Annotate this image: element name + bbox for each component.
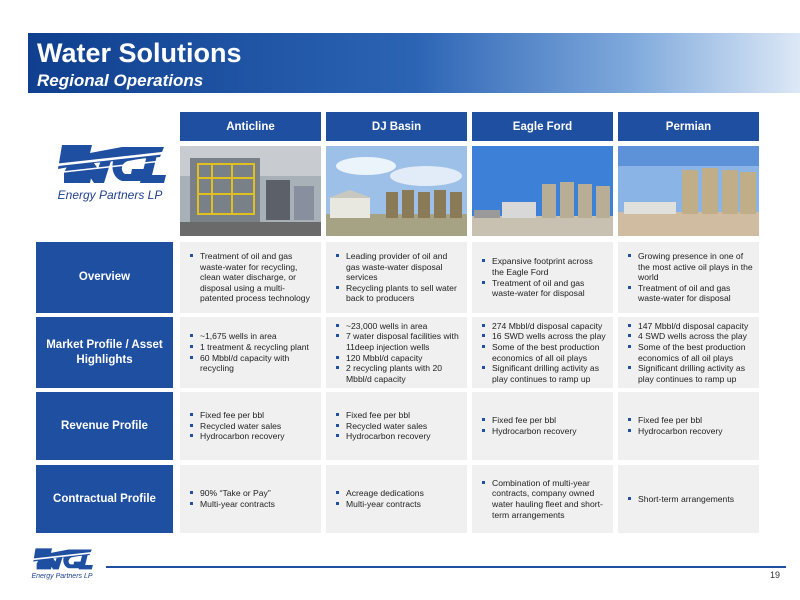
cell-contract-dj-basin bbox=[326, 465, 467, 533]
list-item: Fixed fee per bbl bbox=[190, 410, 285, 421]
cell-contract-permian bbox=[618, 465, 759, 533]
list-item: Recycling plants to sell water back to producers bbox=[336, 283, 461, 304]
footer-logo-tagline: Energy Partners LP bbox=[31, 573, 93, 580]
list-item: Hydrocarbon recovery bbox=[336, 431, 431, 442]
title-banner bbox=[28, 33, 800, 93]
list-item: Short-term arrangements bbox=[628, 494, 734, 505]
cell-market-permian bbox=[618, 317, 759, 388]
row-label-market-profile: Market Profile / Asset Highlights bbox=[36, 317, 173, 388]
list-item: Treatment of oil and gas waste-water for recycling, clean water discharge, or disposal using a multi-patented process technology bbox=[190, 251, 315, 304]
list-item: 16 SWD wells across the play bbox=[482, 331, 607, 342]
list-item: Significant drilling activity as play continues to ramp up bbox=[628, 363, 753, 384]
list-item: 7 water disposal facilities with 11deep injection wells bbox=[336, 331, 461, 352]
row-label-revenue-profile: Revenue Profile bbox=[36, 392, 173, 460]
row-label-contractual-profile: Contractual Profile bbox=[36, 465, 173, 533]
cell-contract-anticline bbox=[180, 465, 321, 533]
column-header-dj-basin: DJ Basin bbox=[326, 112, 467, 141]
column-header-anticline: Anticline bbox=[180, 112, 321, 141]
footer-divider bbox=[106, 566, 786, 568]
list-item: Multi-year contracts bbox=[190, 499, 275, 510]
photo-anticline-plant bbox=[180, 146, 321, 236]
cell-revenue-eagle-ford bbox=[472, 392, 613, 460]
cell-overview-permian bbox=[618, 242, 759, 313]
cell-market-anticline bbox=[180, 317, 321, 388]
page-title: Water Solutions bbox=[37, 38, 242, 68]
list-item: Hydrocarbon recovery bbox=[482, 426, 577, 437]
list-item: 60 Mbbl/d capacity with recycling bbox=[190, 353, 315, 374]
list-item: Combination of multi-year contracts, company owned water hauling fleet and short-term arrangements bbox=[482, 478, 607, 520]
list-item: Fixed fee per bbl bbox=[336, 410, 431, 421]
company-logo bbox=[52, 143, 168, 203]
column-header-eagle-ford: Eagle Ford bbox=[472, 112, 613, 141]
list-item: Treatment of oil and gas waste-water for disposal bbox=[628, 283, 753, 304]
list-item: ~1,675 wells in area bbox=[190, 331, 315, 342]
ngl-logo-small-icon bbox=[30, 547, 94, 573]
list-item: Recycled water sales bbox=[336, 421, 431, 432]
cell-overview-anticline bbox=[180, 242, 321, 313]
list-item: 90% “Take or Pay” bbox=[190, 488, 275, 499]
cell-overview-eagle-ford bbox=[472, 242, 613, 313]
list-item: 1 treatment & recycling plant bbox=[190, 342, 315, 353]
cell-market-dj-basin bbox=[326, 317, 467, 388]
list-item: Hydrocarbon recovery bbox=[190, 431, 285, 442]
list-item: Multi-year contracts bbox=[336, 499, 424, 510]
photo-permian-tanks bbox=[618, 146, 759, 236]
list-item: Expansive footprint across the Eagle Ford bbox=[482, 256, 607, 277]
row-label-overview: Overview bbox=[36, 242, 173, 313]
list-item: Fixed fee per bbl bbox=[628, 415, 723, 426]
list-item: Acreage dedications bbox=[336, 488, 424, 499]
list-item: Recycled water sales bbox=[190, 421, 285, 432]
list-item: Some of the best production economics of all oil plays bbox=[628, 342, 753, 363]
list-item: 147 Mbbl/d disposal capacity bbox=[628, 321, 753, 332]
photo-eagle-ford-tanks bbox=[472, 146, 613, 236]
ngl-logo-icon bbox=[52, 143, 168, 189]
cell-market-eagle-ford bbox=[472, 317, 613, 388]
list-item: Significant drilling activity as play continues to ramp up bbox=[482, 363, 607, 384]
footer-logo bbox=[30, 547, 94, 583]
list-item: 4 SWD wells across the play bbox=[628, 331, 753, 342]
list-item: Growing presence in one of the most active oil plays in the world bbox=[628, 251, 753, 283]
list-item: Fixed fee per bbl bbox=[482, 415, 577, 426]
list-item: Hydrocarbon recovery bbox=[628, 426, 723, 437]
page-number: 19 bbox=[770, 570, 781, 580]
column-header-permian: Permian bbox=[618, 112, 759, 141]
list-item: ~23,000 wells in area bbox=[336, 321, 461, 332]
cell-revenue-permian bbox=[618, 392, 759, 460]
logo-tagline: Energy Partners LP bbox=[57, 188, 163, 202]
cell-revenue-anticline bbox=[180, 392, 321, 460]
list-item: Leading provider of oil and gas waste-water disposal services bbox=[336, 251, 461, 283]
page-subtitle: Regional Operations bbox=[37, 71, 204, 90]
cell-overview-dj-basin bbox=[326, 242, 467, 313]
list-item: 274 Mbbl/d disposal capacity bbox=[482, 321, 607, 332]
list-item: Some of the best production economics of all oil plays bbox=[482, 342, 607, 363]
list-item: 2 recycling plants with 20 Mbbl/d capacity bbox=[336, 363, 461, 384]
photo-dj-basin-facility bbox=[326, 146, 467, 236]
cell-contract-eagle-ford bbox=[472, 465, 613, 533]
cell-revenue-dj-basin bbox=[326, 392, 467, 460]
list-item: 120 Mbbl/d capacity bbox=[336, 353, 461, 364]
list-item: Treatment of oil and gas waste-water for disposal bbox=[482, 278, 607, 299]
